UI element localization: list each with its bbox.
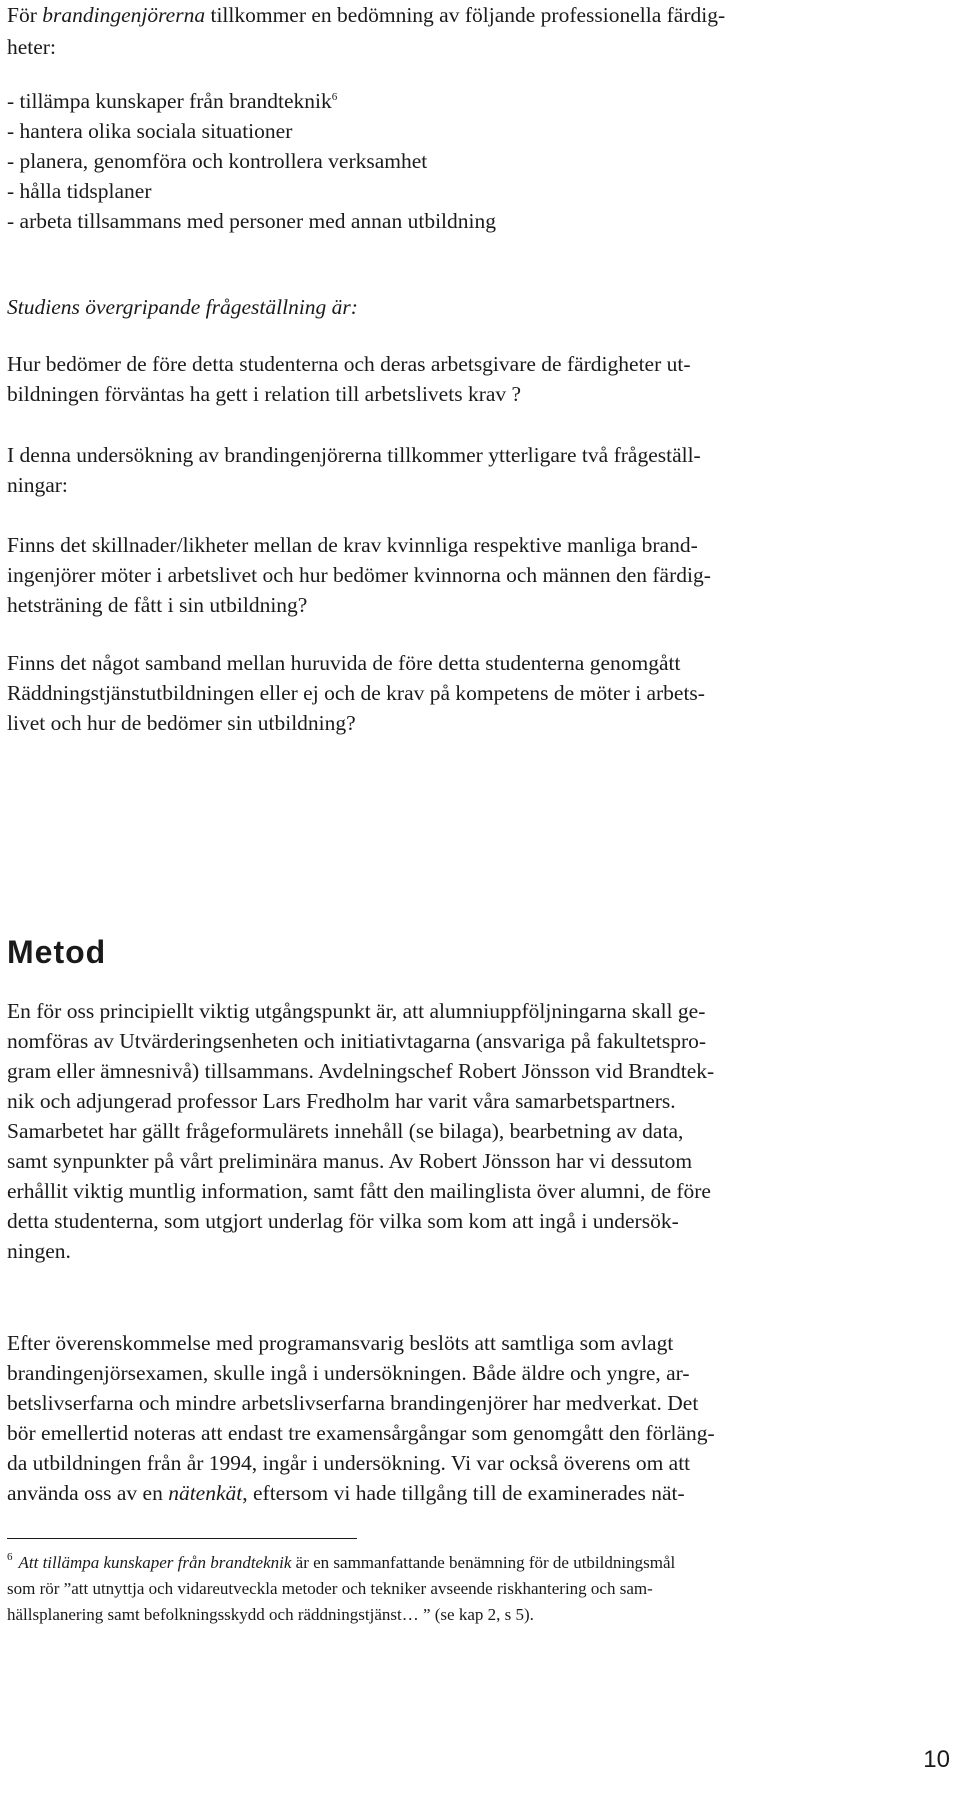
question-two-line: Finns det skillnader/likheter mellan de krav kvinnliga respektive manliga brand- xyxy=(7,533,698,557)
footnote-reference: 6 xyxy=(331,91,338,103)
footnote-line-1 xyxy=(7,1550,675,1578)
method-p1-line: gram eller ämnesnivå) tillsammans. Avdelningschef Robert Jönsson vid Brandtek- xyxy=(7,1059,715,1083)
method-p1-line: nomföras av Utvärderingsenheten och initiativtagarna (ansvariga på fakultetspro- xyxy=(7,1029,707,1053)
question-three-line: Räddningstjänstutbildningen eller ej och de krav på kompetens de möter i arbets- xyxy=(7,681,705,705)
skill-item: - hålla tidsplaner xyxy=(7,179,152,203)
method-p2-text: använda oss av en xyxy=(7,1481,169,1505)
question-two-line: hetsträning de fått i sin utbildning? xyxy=(7,593,308,617)
footnote-italic: Att tillämpa kunskaper från brandteknik xyxy=(18,1553,292,1572)
method-p2-text-cont: , eftersom vi hade tillgång till de examinerades nät- xyxy=(242,1481,685,1505)
method-p1-line: samt synpunkter på vårt preliminära manus. Av Robert Jönsson har vi dessutom xyxy=(7,1149,693,1173)
footnote-text: är en sammanfattande benämning för de utbildningsmål xyxy=(291,1553,676,1572)
method-p2-emphasis: nätenkät xyxy=(168,1481,243,1505)
intro-text-cont: tillkommer en bedömning av följande professionella färdig- xyxy=(205,3,726,27)
method-p2-line: brandingenjörsexamen, skulle ingå i undersökningen. Både äldre och yngre, ar- xyxy=(7,1361,690,1385)
method-p2-line: bör emellertid noteras att endast tre examensårgångar som genomgått den förläng- xyxy=(7,1421,715,1445)
method-p1-line: Samarbetet har gällt frågeformulärets innehåll (se bilaga), bearbetning av data, xyxy=(7,1119,684,1143)
method-p2-line: Efter överenskommelse med programansvarig beslöts att samtliga som avlagt xyxy=(7,1331,674,1355)
skill-item: - hantera olika sociala situationer xyxy=(7,119,293,143)
intro-emphasis: brandingenjörerna xyxy=(42,3,206,27)
additional-intro-line: ningar: xyxy=(7,473,68,497)
main-question-label xyxy=(7,292,358,322)
intro-text: För xyxy=(7,3,43,27)
method-p1-line: erhållit viktig muntlig information, samt fått den mailinglista över alumni, de före xyxy=(7,1179,711,1203)
method-p2-line: da utbildningen från år 1994, ingår i undersökning. Vi var också överens om att xyxy=(7,1451,691,1475)
question-three-line: livet och hur de bedömer sin utbildning? xyxy=(7,711,356,735)
section-heading-metod: Metod xyxy=(7,934,107,970)
page-number: 10 xyxy=(923,1746,950,1773)
footnote-mark: 6 xyxy=(7,1551,13,1563)
footnote-divider xyxy=(7,1538,357,1539)
skill-item: - planera, genomföra och kontrollera verksamhet xyxy=(7,149,428,173)
method-p1-line: detta studenterna, som utgjort underlag för vilka som kom att ingå i undersök- xyxy=(7,1209,679,1233)
intro-line-1 xyxy=(7,0,725,30)
method-p1-line: ningen. xyxy=(7,1239,71,1263)
skill-item: - arbeta tillsammans med personer med annan utbildning xyxy=(7,209,496,233)
main-question-label-text: Studiens övergripande frågeställning är: xyxy=(7,295,358,319)
method-p2-line xyxy=(7,1478,685,1508)
footnote-line-2: som rör ”att utnyttja och vidareutveckla metoder och tekniker avseende riskhantering och sam- xyxy=(7,1579,653,1598)
method-p1-line: nik och adjungerad professor Lars Fredholm har varit våra samarbetspartners. xyxy=(7,1089,676,1113)
intro-line-2: heter: xyxy=(7,35,56,59)
footnote-line-3: hällsplanering samt befolkningsskydd och räddningstjänst… ” (se kap 2, s 5). xyxy=(7,1605,534,1624)
skill-item xyxy=(7,86,337,116)
skill-text: - tillämpa kunskaper från brandteknik xyxy=(7,89,332,113)
main-question-line: Hur bedömer de före detta studenterna och deras arbetsgivare de färdigheter ut- xyxy=(7,352,691,376)
method-p2-line: betslivserfarna och mindre arbetslivserfarna brandingenjörer har medverkat. Det xyxy=(7,1391,699,1415)
question-three-line: Finns det något samband mellan huruvida de före detta studenterna genomgått xyxy=(7,651,681,675)
method-p1-line: En för oss principiellt viktig utgångspunkt är, att alumniuppföljningarna skall ge- xyxy=(7,999,706,1023)
additional-intro-line: I denna undersökning av brandingenjörerna tillkommer ytterligare två frågeställ- xyxy=(7,443,701,467)
main-question-line: bildningen förväntas ha gett i relation till arbetslivets krav ? xyxy=(7,382,522,406)
question-two-line: ingenjörer möter i arbetslivet och hur bedömer kvinnorna och männen den färdig- xyxy=(7,563,711,587)
